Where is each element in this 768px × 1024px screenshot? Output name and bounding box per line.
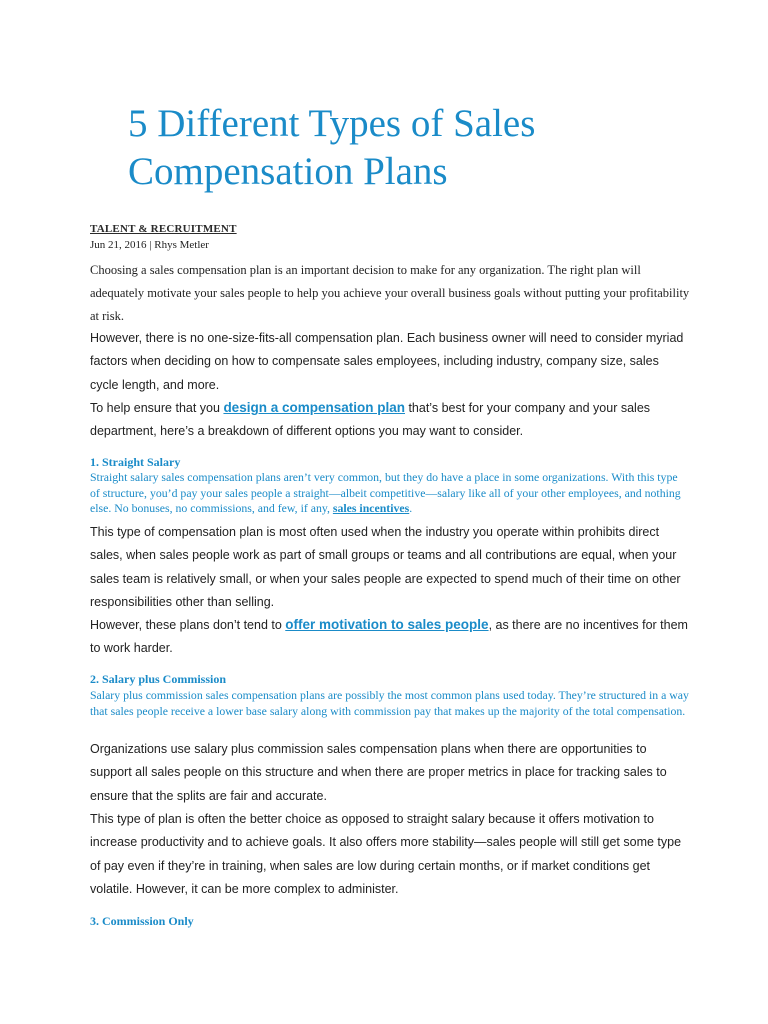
section2-paragraph-1: Organizations use salary plus commission sales compensation plans when there are opportunities to support all sales people on this structure and when there are proper metrics in place for tracking sales to ensure that the splits are fair and accurate.	[90, 742, 667, 803]
design-compensation-plan-link[interactable]: design a compensation plan	[223, 400, 405, 415]
article-meta: Jun 21, 2016 | Rhys Metler	[90, 239, 209, 251]
intro-paragraph-2: However, there is no one-size-fits-all compensation plan. Each business owner will need to consider myriad factors when deciding on how to compensate sales employees, including industry, company size, sales cycle length, and more.	[90, 331, 684, 392]
p3-text-after: that’s best for your company and your sales department, here’s a breakdown of different options you may want to consider.	[90, 401, 651, 439]
section-intro-salary-plus-commission: Salary plus commission sales compensation plans are possibly the most common plans used today. They’re structured in a way that sales people receive a lower base salary along with commission pay that makes up the majority of the total compensation.	[90, 688, 689, 718]
section1-p2-after: , as there are no incentives for them to work harder.	[90, 618, 688, 656]
section1-intro-before: Straight salary sales compensation plans aren’t very common, but they do have a place in some organizations. With this type of structure, you’d pay your sales people a straight—albeit competitive—salary like all of your other employees, and nothing else. No bonuses, no commissions, and few, if any,	[90, 470, 681, 515]
intro-paragraph-3	[90, 396, 690, 444]
section1-paragraph-2	[90, 613, 690, 661]
section1-p2-before: However, these plans don’t tend to	[90, 618, 286, 632]
section1-paragraph-1: This type of compensation plan is most often used when the industry you operate within prohibits direct sales, when sales people work as part of small groups or teams and all contributions are equal, when your sales team is relatively small, or when your sales people are expected to spend much of their time on other responsibilities other than selling.	[90, 525, 681, 609]
offer-motivation-link[interactable]: offer motivation to sales people	[285, 617, 489, 632]
section1-intro-after: .	[409, 501, 413, 515]
section-intro-straight-salary	[90, 470, 690, 517]
section-heading-straight-salary: 1. Straight Salary	[90, 455, 181, 469]
page-title: 5 Different Types of Sales Compensation Plans	[128, 102, 536, 193]
section-heading-commission-only: 3. Commission Only	[90, 914, 194, 928]
category-link[interactable]: TALENT & RECRUITMENT	[90, 223, 237, 235]
section2-paragraph-2: This type of plan is often the better choice as opposed to straight salary because it offers motivation to increase productivity and to achieve goals. It also offers more stability—sales people will still get some type of pay even if they’re in training, when sales are low during certain months, or if market conditions get volatile. However, it can be more complex to administer.	[90, 812, 682, 896]
lead-paragraph: Choosing a sales compensation plan is an important decision to make for any organization. The right plan will adequately motivate your sales people to help you achieve your overall business goals without putting your profitability at risk.	[90, 263, 690, 323]
p3-text-before: To help ensure that you	[90, 401, 224, 415]
sales-incentives-link[interactable]: sales incentives	[332, 501, 410, 515]
section-heading-salary-plus-commission: 2. Salary plus Commission	[90, 672, 227, 686]
